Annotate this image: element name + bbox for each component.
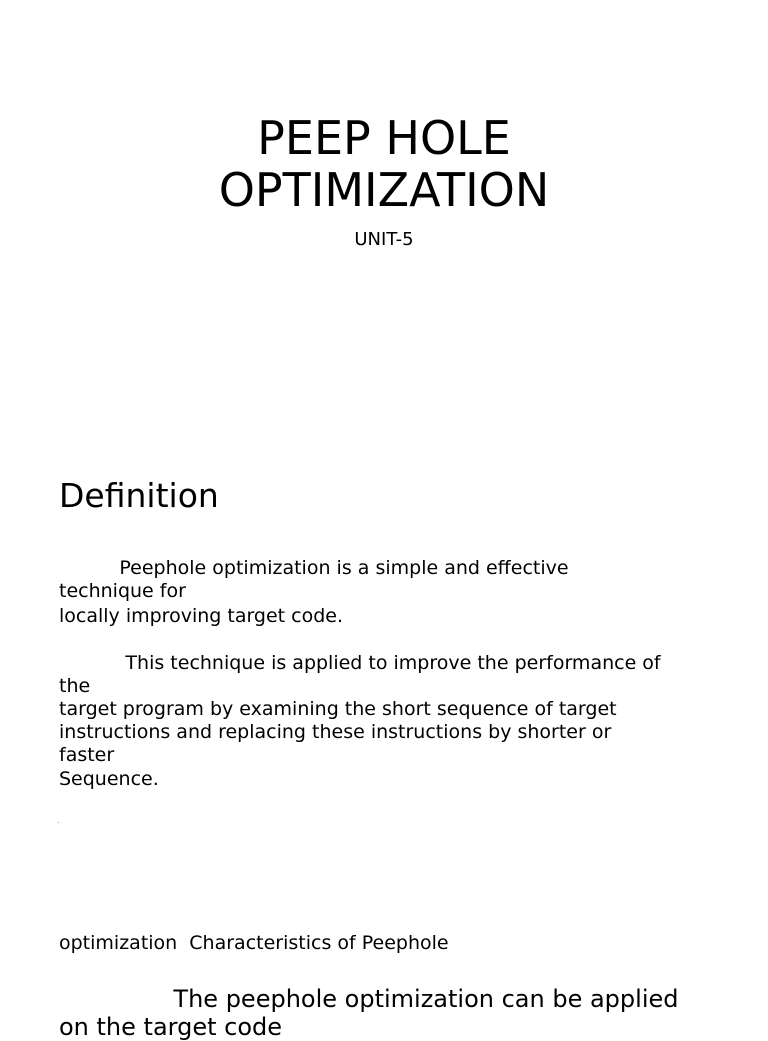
definition-text-line: locally improving target code. — [59, 605, 344, 627]
definition-text-line: faster — [59, 744, 115, 766]
definition-heading: Definition — [59, 476, 219, 515]
definition-text-line: This technique is applied to improve the performance of — [59, 652, 661, 674]
definition-text-line: target program by examining the short sequence of target — [59, 698, 617, 720]
definition-text-line: instructions and replacing these instructions by shorter or — [59, 721, 612, 743]
title-line-1: PEEP HOLE — [257, 111, 511, 165]
title-line-2: OPTIMIZATION — [218, 163, 550, 217]
characteristics-text-line: on the target code — [59, 1013, 283, 1041]
characteristics-heading: optimization Characteristics of Peephole — [59, 932, 449, 954]
slide-subtitle: UNIT-5 — [354, 229, 414, 250]
definition-text-line: Peephole optimization is a simple and effective — [59, 557, 569, 579]
characteristics-text-line: The peephole optimization can be applied — [59, 985, 679, 1013]
slide-title — [0, 112, 768, 216]
definition-text-line: technique for — [59, 580, 186, 602]
definition-text-line: the — [59, 675, 91, 697]
definition-text-line: Sequence. — [59, 768, 159, 790]
dot-mark — [58, 822, 59, 823]
